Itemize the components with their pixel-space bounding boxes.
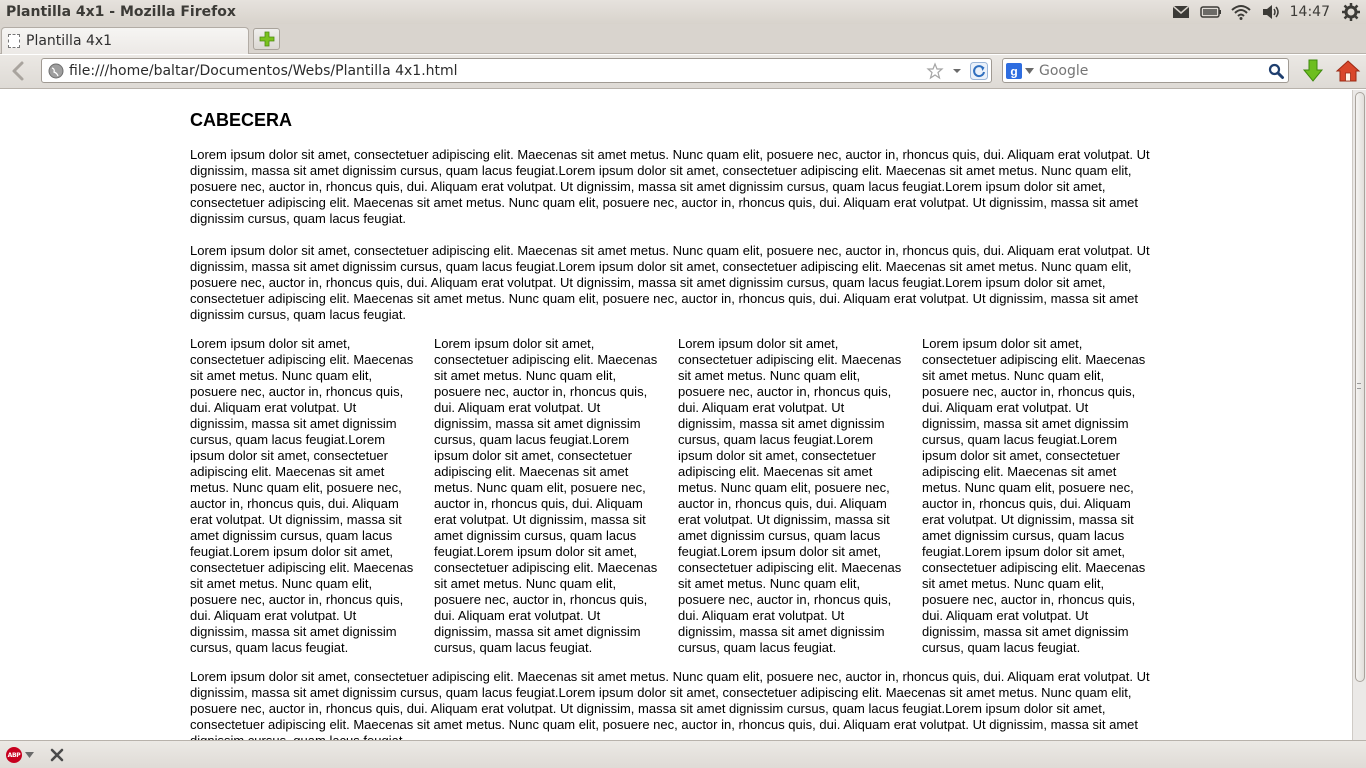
plus-icon (259, 31, 275, 47)
globe-icon[interactable] (48, 63, 64, 79)
url-bar[interactable] (41, 58, 992, 83)
window-title: Plantilla 4x1 - Mozilla Firefox (6, 4, 236, 20)
tab-plantilla[interactable] (1, 27, 249, 54)
dropdown-arrow-icon[interactable] (947, 61, 967, 81)
url-text[interactable]: file:///home/baltar/Documentos/Webs/Plantilla 4x1.html (69, 62, 458, 79)
settings-gear-icon[interactable] (1336, 0, 1366, 24)
blank-page-icon (8, 34, 20, 48)
scrollbar-grip (1357, 383, 1361, 389)
magnifier-icon (1268, 63, 1284, 79)
download-arrow-icon (1303, 59, 1323, 83)
adblock-plus-icon: ABP (6, 747, 22, 763)
downloads-button[interactable] (1300, 58, 1326, 84)
search-engine-selector[interactable] (1006, 61, 1034, 81)
close-icon (51, 749, 63, 761)
bookmark-star-icon[interactable] (925, 61, 945, 81)
paragraph-1: Lorem ipsum dolor sit amet, consectetuer adipiscing elit. Maecenas sit amet metus. Nunc quam elit, posuere nec, auctor in, rhoncus quis, dui. Aliquam erat volutpat. Ut dignissim, massa sit amet dignissim cursus, quam lacus feugiat.Lorem ipsum dolor sit amet, consectetuer adipiscing elit. Maecenas sit amet metus. Nunc quam elit, posuere nec, auctor in, rhoncus quis, dui. Aliquam erat volutpat. Ut dignissim, massa sit amet dignissim cursus, quam lacus feugiat.Lorem ipsum dolor sit amet, consectetuer adipiscing elit. Maecenas sit amet metus. Nunc quam elit, posuere nec, auctor in, rhoncus quis, dui. Aliquam erat volutpat. Ut dignissim, massa sit amet dignissim cursus, quam lacus feugiat. (190, 147, 1150, 226)
google-icon (1006, 63, 1022, 79)
abp-dropdown-icon (25, 752, 34, 758)
home-icon (1336, 60, 1360, 82)
column-1: Lorem ipsum dolor sit amet, consectetuer adipiscing elit. Maecenas sit amet metus. Nunc quam elit, posuere nec, auctor in, rhoncus quis, dui. Aliquam erat volutpat. Ut dignissim, massa sit amet dignissim cursus, quam lacus feugiat.Lorem ipsum dolor sit amet, consectetuer adipiscing elit. Maecenas sit amet metus. Nunc quam elit, posuere nec, auctor in, rhoncus quis, dui. Aliquam erat volutpat. Ut dignissim, massa sit amet dignissim cursus, quam lacus feugiat.Lorem ipsum dolor sit amet, consectetuer adipiscing elit. Maecenas sit amet metus. Nunc quam elit, posuere nec, auctor in, rhoncus quis, dui. Aliquam erat volutpat. Ut dignissim, massa sit amet dignissim cursus, quam lacus feugiat. (190, 336, 414, 655)
close-addon-bar-button[interactable] (49, 747, 65, 763)
search-input[interactable] (1034, 63, 1265, 79)
engine-dropdown-icon (1025, 68, 1034, 74)
paragraph-2: Lorem ipsum dolor sit amet, consectetuer adipiscing elit. Maecenas sit amet metus. Nunc quam elit, posuere nec, auctor in, rhoncus quis, dui. Aliquam erat volutpat. Ut dignissim, massa sit amet dignissim cursus, quam lacus feugiat.Lorem ipsum dolor sit amet, consectetuer adipiscing elit. Maecenas sit amet metus. Nunc quam elit, posuere nec, auctor in, rhoncus quis, dui. Aliquam erat volutpat. Ut dignissim, massa sit amet dignissim cursus, quam lacus feugiat.Lorem ipsum dolor sit amet, consectetuer adipiscing elit. Maecenas sit amet metus. Nunc quam elit, posuere nec, auctor in, rhoncus quis, dui. Aliquam erat volutpat. Ut dignissim, massa sit amet dignissim cursus, quam lacus feugiat. (190, 243, 1150, 322)
svg-text:g: g (1010, 64, 1018, 78)
search-bar[interactable] (1002, 58, 1289, 83)
tab-label: Plantilla 4x1 (26, 33, 113, 49)
page-heading: CABECERA (190, 110, 293, 130)
navigation-toolbar (0, 55, 1366, 89)
column-2: Lorem ipsum dolor sit amet, consectetuer adipiscing elit. Maecenas sit amet metus. Nunc quam elit, posuere nec, auctor in, rhoncus quis, dui. Aliquam erat volutpat. Ut dignissim, massa sit amet dignissim cursus, quam lacus feugiat.Lorem ipsum dolor sit amet, consectetuer adipiscing elit. Maecenas sit amet metus. Nunc quam elit, posuere nec, auctor in, rhoncus quis, dui. Aliquam erat volutpat. Ut dignissim, massa sit amet dignissim cursus, quam lacus feugiat.Lorem ipsum dolor sit amet, consectetuer adipiscing elit. Maecenas sit amet metus. Nunc quam elit, posuere nec, auctor in, rhoncus quis, dui. Aliquam erat volutpat. Ut dignissim, massa sit amet dignissim cursus, quam lacus feugiat. (434, 336, 658, 655)
page-viewport[interactable] (0, 90, 1352, 740)
back-arrow-icon (11, 61, 25, 81)
wifi-icon[interactable] (1226, 0, 1256, 24)
clock[interactable]: 14:47 (1289, 4, 1330, 20)
tab-strip (0, 24, 1366, 54)
reload-icon[interactable] (969, 61, 989, 81)
window-titlebar (0, 0, 1366, 24)
four-column-row (190, 336, 1166, 656)
search-button[interactable] (1265, 60, 1287, 82)
volume-icon[interactable] (1256, 0, 1286, 24)
vertical-scrollbar[interactable] (1352, 90, 1366, 740)
adblock-plus-button[interactable] (6, 746, 36, 764)
home-button[interactable] (1335, 58, 1361, 84)
paragraph-3: Lorem ipsum dolor sit amet, consectetuer adipiscing elit. Maecenas sit amet metus. Nunc quam elit, posuere nec, auctor in, rhoncus quis, dui. Aliquam erat volutpat. Ut dignissim, massa sit amet dignissim cursus, quam lacus feugiat.Lorem ipsum dolor sit amet, consectetuer adipiscing elit. Maecenas sit amet metus. Nunc quam elit, posuere nec, auctor in, rhoncus quis, dui. Aliquam erat volutpat. Ut dignissim, massa sit amet dignissim cursus, quam lacus feugiat.Lorem ipsum dolor sit amet, consectetuer adipiscing elit. Maecenas sit amet metus. Nunc quam elit, posuere nec, auctor in, rhoncus quis, dui. Aliquam erat volutpat. Ut dignissim, massa sit amet (190, 669, 1150, 732)
addon-bar (0, 740, 1366, 768)
battery-icon[interactable] (1196, 0, 1226, 24)
column-3: Lorem ipsum dolor sit amet, consectetuer adipiscing elit. Maecenas sit amet metus. Nunc quam elit, posuere nec, auctor in, rhoncus quis, dui. Aliquam erat volutpat. Ut dignissim, massa sit amet dignissim cursus, quam lacus feugiat.Lorem ipsum dolor sit amet, consectetuer adipiscing elit. Maecenas sit amet metus. Nunc quam elit, posuere nec, auctor in, rhoncus quis, dui. Aliquam erat volutpat. Ut dignissim, massa sit amet dignissim cursus, quam lacus feugiat.Lorem ipsum dolor sit amet, consectetuer adipiscing elit. Maecenas sit amet metus. Nunc quam elit, posuere nec, auctor in, rhoncus quis, dui. Aliquam erat volutpat. Ut dignissim, massa sit amet dignissim cursus, quam lacus feugiat. (678, 336, 902, 655)
back-button[interactable] (6, 59, 30, 83)
column-4: Lorem ipsum dolor sit amet, consectetuer adipiscing elit. Maecenas sit amet metus. Nunc quam elit, posuere nec, auctor in, rhoncus quis, dui. Aliquam erat volutpat. Ut dignissim, massa sit amet dignissim cursus, quam lacus feugiat.Lorem ipsum dolor sit amet, consectetuer adipiscing elit. Maecenas sit amet metus. Nunc quam elit, posuere nec, auctor in, rhoncus quis, dui. Aliquam erat volutpat. Ut dignissim, massa sit amet dignissim cursus, quam lacus feugiat.Lorem ipsum dolor sit amet, consectetuer adipiscing elit. Maecenas sit amet metus. Nunc quam elit, posuere nec, auctor in, rhoncus quis, dui. Aliquam erat volutpat. Ut dignissim, massa sit amet dignissim cursus, quam lacus feugiat. (922, 336, 1146, 655)
mail-icon[interactable] (1166, 0, 1196, 24)
page-content (190, 90, 1166, 749)
system-tray (1166, 0, 1366, 24)
new-tab-button[interactable] (253, 28, 280, 50)
